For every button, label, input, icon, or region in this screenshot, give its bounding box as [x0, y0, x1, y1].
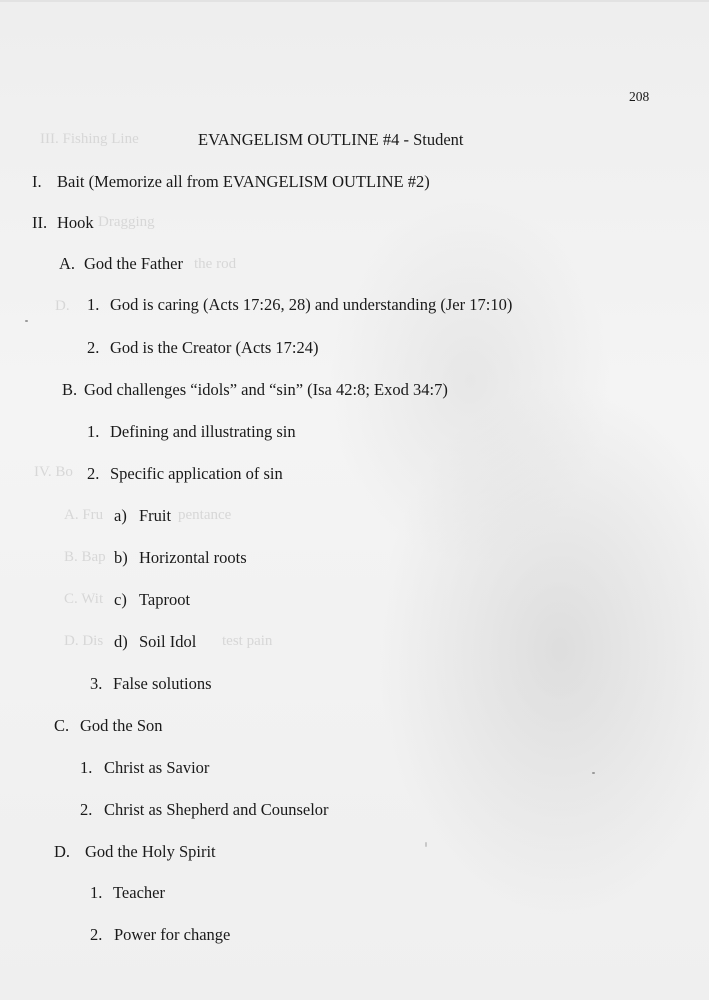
outline-text: God is caring (Acts 17:26, 28) and understanding (Jer 17:10): [110, 295, 513, 314]
outline-marker: 1.: [87, 295, 100, 314]
outline-marker: C.: [54, 716, 70, 735]
outline-text: God the Holy Spirit: [85, 842, 216, 861]
outline-item-level3: [80, 800, 329, 820]
outline-text: God the Son: [80, 716, 163, 735]
bleed-through-text: D.: [55, 298, 70, 314]
outline-marker: II.: [32, 213, 48, 232]
outline-marker: 1.: [87, 422, 100, 441]
bleed-through-text: Dragging: [98, 214, 155, 230]
bleed-through-text: pentance: [178, 507, 232, 523]
outline-marker: 2.: [80, 800, 93, 819]
outline-item-level3: [87, 295, 512, 315]
bleed-through-text: A. Fru: [64, 507, 104, 523]
outline-text: False solutions: [113, 674, 212, 693]
outline-item-level1: [32, 213, 94, 233]
outline-text: Christ as Savior: [104, 758, 210, 777]
outline-marker: 1.: [90, 883, 103, 902]
bleed-through-text: III. Fishing Line: [40, 131, 139, 147]
outline-text: Power for change: [114, 925, 231, 944]
outline-text: Hook: [57, 213, 94, 232]
outline-text: Christ as Shepherd and Counselor: [104, 800, 329, 819]
outline-marker: D.: [54, 842, 71, 861]
outline-marker: 3.: [90, 674, 103, 693]
outline-item-level3: [87, 338, 319, 358]
outline-item-level3: [90, 674, 212, 694]
outline-item-level4: [114, 548, 247, 568]
bleed-through-text: test pain: [222, 633, 273, 649]
outline-item-level3: [87, 464, 283, 484]
outline-item-level4: [114, 590, 190, 610]
outline-marker: I.: [32, 172, 42, 191]
outline-item-level3: [90, 925, 230, 945]
outline-marker: 2.: [87, 464, 100, 483]
outline-item-level4: [114, 506, 171, 526]
outline-item-level4: [114, 632, 196, 652]
outline-marker: 2.: [90, 925, 103, 944]
outline-text: Teacher: [113, 883, 165, 902]
outline-item-level2: [62, 380, 448, 400]
outline-item-level3: [90, 883, 165, 903]
outline-marker: c): [114, 590, 127, 609]
page-number: 208: [629, 89, 650, 104]
outline-item-level1: [32, 172, 430, 192]
scan-speck: [25, 320, 28, 322]
outline-marker: a): [114, 506, 127, 525]
outline-marker: d): [114, 632, 128, 651]
outline-item-level2: [59, 254, 183, 274]
bleed-through-text: B. Bap: [64, 549, 106, 565]
outline-item-level3: [87, 422, 296, 442]
outline-text: Defining and illustrating sin: [110, 422, 296, 441]
outline-item-level2: [54, 716, 163, 736]
outline-text: God is the Creator (Acts 17:24): [110, 338, 319, 357]
outline-text: God challenges “idols” and “sin” (Isa 42:8; Exod 34:7): [84, 380, 448, 399]
top-edge: [0, 0, 709, 2]
outline-marker: 2.: [87, 338, 100, 357]
page-title: EVANGELISM OUTLINE #4 - Student: [198, 130, 464, 149]
bleed-through-text: D. Dis: [64, 633, 104, 649]
outline-text: Taproot: [139, 590, 191, 609]
outline-text: Horizontal roots: [139, 548, 247, 567]
outline-marker: B.: [62, 380, 78, 399]
outline-text: God the Father: [84, 254, 183, 273]
outline-text: Fruit: [139, 506, 172, 525]
scan-speck: [425, 842, 427, 847]
outline-marker: b): [114, 548, 128, 567]
bleed-through-text: IV. Bo: [34, 464, 73, 480]
outline-text: Soil Idol: [139, 632, 197, 651]
scan-speck: [592, 772, 595, 774]
outline-marker: 1.: [80, 758, 93, 777]
outline-text: Bait (Memorize all from EVANGELISM OUTLINE #2): [57, 172, 430, 191]
outline-marker: A.: [59, 254, 76, 273]
outline-item-level2: [54, 842, 216, 862]
bleed-through-text: the rod: [194, 256, 237, 272]
outline-text: Specific application of sin: [110, 464, 283, 483]
outline-item-level3: [80, 758, 209, 778]
bleed-through-text: C. Wit: [64, 591, 104, 607]
